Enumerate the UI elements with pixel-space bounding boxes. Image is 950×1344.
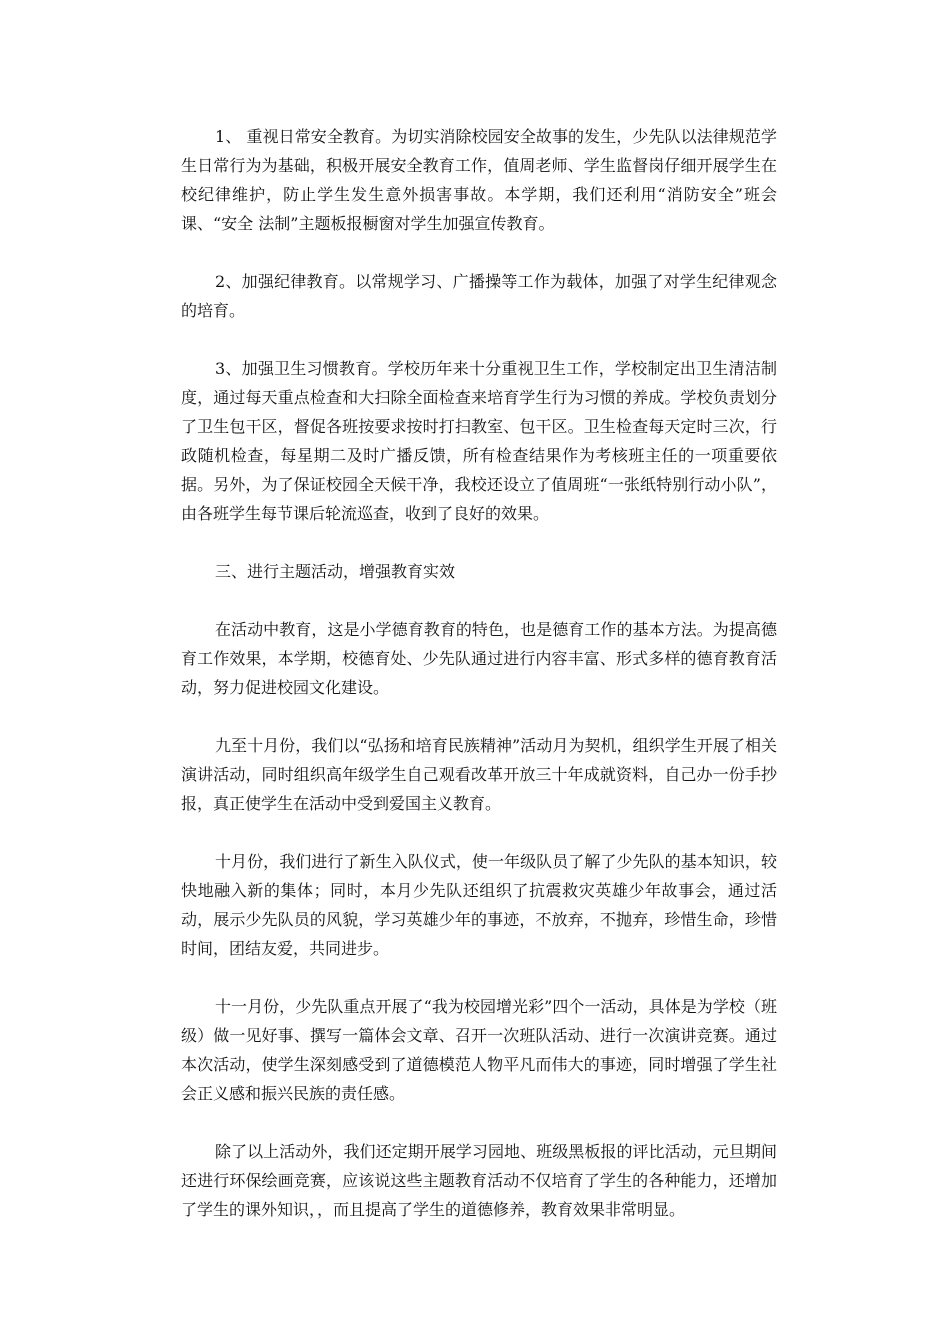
paragraph-sept-oct: 九至十月份，我们以“弘扬和培育民族精神”活动月为契机，组织学生开展了相关演讲活动，同时组织高年级学生自己观看改革开放三十年成就资料，自己办一份手抄报，真正使学生在活动中受到爱国主义教育。 bbox=[181, 736, 777, 813]
paragraph-discipline-education: 2、加强纪律教育。以常规学习、广播操等工作为载体，加强了对学生纪律观念的培育。 bbox=[181, 272, 777, 320]
paragraph-november: 十一月份，少先队重点开展了“我为校园增光彩”四个一活动，具体是为学校（班级）做一见好事、撰写一篇体会文章、召开一次班队活动、进行一次演讲竞赛。通过本次活动，使学生深刻感受到了道德模范人物平凡而伟大的事迹，同时增强了学生社会正义感和振兴民族的责任感。 bbox=[181, 997, 777, 1103]
paragraph-safety-education: 1、 重视日常安全教育。为切实消除校园安全故事的发生，少先队以法律规范学生日常行为为基础，积极开展安全教育工作，值周老师、学生监督岗仔细开展学生在校纪律维护，防止学生发生意外损害事故。本学期，我们还利用“消防安全”班会课、“安全 法制”主题板报橱窗对学生加强宣传教育。 bbox=[181, 127, 777, 233]
paragraph-activity-education: 在活动中教育，这是小学德育教育的特色，也是德育工作的基本方法。为提高德育工作效果，本学期，校德育处、少先队通过进行内容丰富、形式多样的德育教育活动，努力促进校园文化建设。 bbox=[181, 620, 777, 697]
paragraph-october: 十月份，我们进行了新生入队仪式，使一年级队员了解了少先队的基本知识，较快地融入新的集体；同时，本月少先队还组织了抗震救灾英雄少年故事会，通过活动，展示少先队员的风貌，学习英雄少年的事迹，不放弃，不抛弃，珍惜生命，珍惜时间，团结友爱，共同进步。 bbox=[181, 852, 777, 958]
paragraph-hygiene-education: 3、加强卫生习惯教育。学校历年来十分重视卫生工作，学校制定出卫生清洁制度，通过每天重点检查和大扫除全面检查来培育学生行为习惯的养成。学校负责划分了卫生包干区，督促各班按要求按时打扫教室、包干区。卫生检查每天定时三次，行政随机检查，每星期二及时广播反馈，所有检查结果作为考核班主任的一项重要依据。另外，为了保证校园全天候干净，我校还设立了值周班“一张纸特别行动小队”，由各班学生每节课后轮流巡查，收到了良好的效果。 bbox=[181, 359, 777, 523]
section-heading-theme-activities: 三、进行主题活动，增强教育实效 bbox=[215, 562, 456, 581]
paragraph-other-activities: 除了以上活动外，我们还定期开展学习园地、班级黑板报的评比活动，元旦期间还进行环保绘画竞赛，应该说这些主题教育活动不仅培育了学生的各种能力，还增加了学生的课外知识，，而且提高了学生的道德修养，教育效果非常明显。 bbox=[181, 1142, 777, 1219]
document-body bbox=[181, 122, 777, 1224]
